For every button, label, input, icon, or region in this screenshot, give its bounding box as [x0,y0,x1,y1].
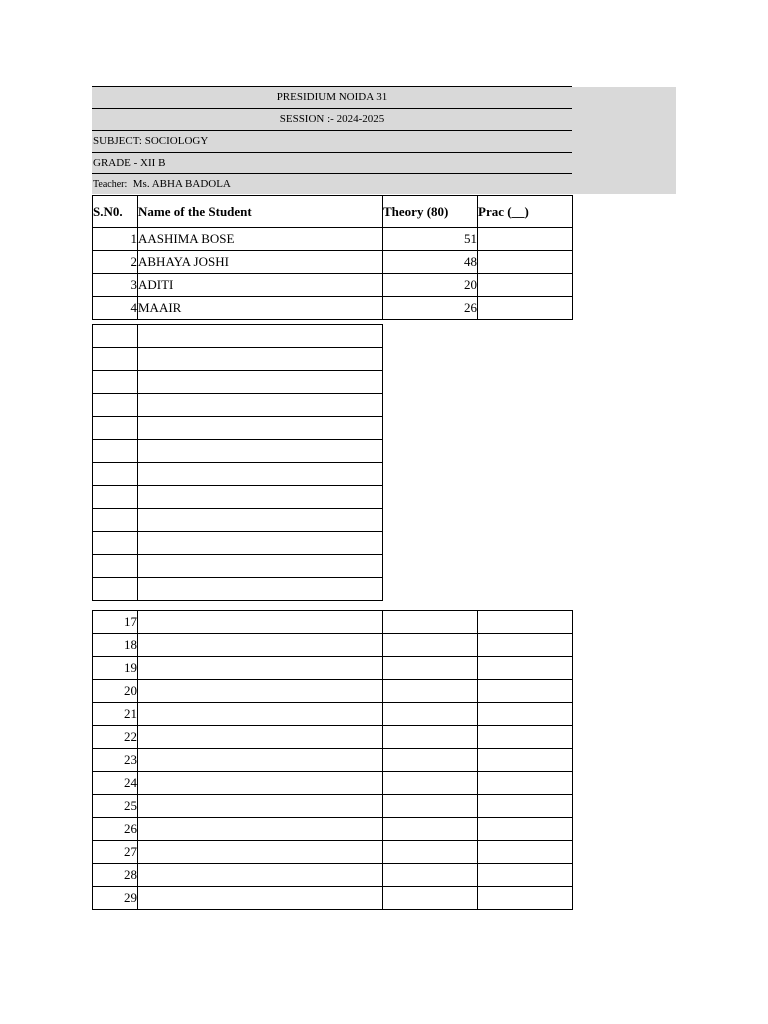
prac-cell [478,228,573,251]
serial-cell [93,555,138,578]
theory-cell [383,703,478,726]
serial-cell: 18 [93,634,138,657]
table-row [93,657,573,680]
theory-cell: 26 [383,297,478,320]
serial-cell: 4 [93,297,138,320]
student-name-cell [138,555,383,578]
student-name-cell [138,703,383,726]
prac-cell [478,795,573,818]
student-name-cell [138,578,383,601]
serial-cell: 3 [93,274,138,297]
table-row [93,864,573,887]
serial-cell [93,509,138,532]
prac-cell [478,680,573,703]
table-row [93,680,573,703]
prac-cell [478,818,573,841]
table-row [93,841,573,864]
table-row [93,228,573,251]
theory-cell [383,772,478,795]
blank-row [93,325,383,348]
prac-cell [478,864,573,887]
prac-cell [478,726,573,749]
blank-row [93,509,383,532]
student-name-cell [138,772,383,795]
serial-cell: 20 [93,680,138,703]
serial-cell: 29 [93,887,138,910]
theory-cell [383,634,478,657]
prac-cell [478,611,573,634]
student-name-cell [138,486,383,509]
table-row [93,274,573,297]
table-row [93,887,573,910]
student-name-cell [138,509,383,532]
blank-row [93,417,383,440]
serial-cell [93,440,138,463]
student-name-cell [138,463,383,486]
serial-cell: 2 [93,251,138,274]
table-row [93,726,573,749]
student-name-cell [138,440,383,463]
student-name-cell [138,657,383,680]
student-name-cell: ABHAYA JOSHI [138,251,383,274]
student-name-cell [138,417,383,440]
theory-cell [383,657,478,680]
subject-label: SUBJECT: SOCIOLOGY [92,130,572,151]
grade-label: GRADE - XII B [92,152,572,173]
blank-row [93,578,383,601]
student-name-cell [138,887,383,910]
session-label: SESSION :- 2024-2025 [92,108,572,129]
table-row [93,611,573,634]
student-name-cell [138,749,383,772]
prac-cell [478,251,573,274]
table-row [93,818,573,841]
student-name-cell: AASHIMA BOSE [138,228,383,251]
prac-cell [478,297,573,320]
student-name-cell [138,611,383,634]
serial-cell [93,371,138,394]
serial-cell [93,578,138,601]
table-row [93,634,573,657]
serial-cell: 28 [93,864,138,887]
serial-cell [93,394,138,417]
student-name-cell: ADITI [138,274,383,297]
serial-cell: 23 [93,749,138,772]
teacher-name: Ms. ABHA BADOLA [132,178,231,190]
student-name-cell [138,325,383,348]
col-header-sn: S.N0. [93,196,138,228]
theory-cell [383,611,478,634]
serial-cell: 17 [93,611,138,634]
serial-cell [93,417,138,440]
prac-cell [478,657,573,680]
student-name-cell [138,634,383,657]
table-row [93,703,573,726]
prac-cell [478,749,573,772]
prac-cell [478,841,573,864]
theory-cell [383,887,478,910]
student-name-cell [138,818,383,841]
col-header-prac: Prac (__) [478,196,573,228]
teacher-label: Teacher: [93,179,128,190]
theory-cell [383,726,478,749]
student-name-cell [138,532,383,555]
theory-cell: 48 [383,251,478,274]
serial-cell [93,486,138,509]
serial-cell [93,325,138,348]
prac-cell [478,887,573,910]
prac-cell [478,274,573,297]
theory-cell [383,818,478,841]
teacher-row [92,173,572,194]
serial-cell [93,463,138,486]
blank-row [93,440,383,463]
table-row [93,297,573,320]
blank-row [93,486,383,509]
student-name-cell [138,795,383,818]
student-name-cell [138,726,383,749]
serial-cell: 21 [93,703,138,726]
theory-cell [383,749,478,772]
serial-cell: 22 [93,726,138,749]
theory-cell [383,795,478,818]
col-header-name: Name of the Student [138,196,383,228]
blank-row [93,348,383,371]
marks-table-blank [92,324,383,601]
student-name-cell: MAAIR [138,297,383,320]
student-name-cell [138,394,383,417]
theory-cell [383,841,478,864]
serial-cell: 24 [93,772,138,795]
serial-cell: 26 [93,818,138,841]
table-row [93,749,573,772]
serial-cell: 1 [93,228,138,251]
serial-cell: 19 [93,657,138,680]
table-row [93,795,573,818]
prac-cell [478,772,573,795]
marks-table-top [92,195,573,320]
blank-row [93,532,383,555]
serial-cell: 27 [93,841,138,864]
blank-row [93,394,383,417]
col-header-theory: Theory (80) [383,196,478,228]
serial-cell [93,532,138,555]
theory-cell [383,864,478,887]
serial-cell [93,348,138,371]
blank-row [93,463,383,486]
theory-cell: 20 [383,274,478,297]
student-name-cell [138,348,383,371]
prac-cell [478,634,573,657]
student-name-cell [138,864,383,887]
theory-cell [383,680,478,703]
student-name-cell [138,371,383,394]
theory-cell: 51 [383,228,478,251]
marks-table-bottom [92,610,573,910]
student-name-cell [138,680,383,703]
header-row [93,196,573,228]
blank-row [93,555,383,578]
serial-cell: 25 [93,795,138,818]
school-name: PRESIDIUM NOIDA 31 [92,86,572,107]
table-row [93,772,573,795]
table-row [93,251,573,274]
prac-cell [478,703,573,726]
student-name-cell [138,841,383,864]
blank-row [93,371,383,394]
